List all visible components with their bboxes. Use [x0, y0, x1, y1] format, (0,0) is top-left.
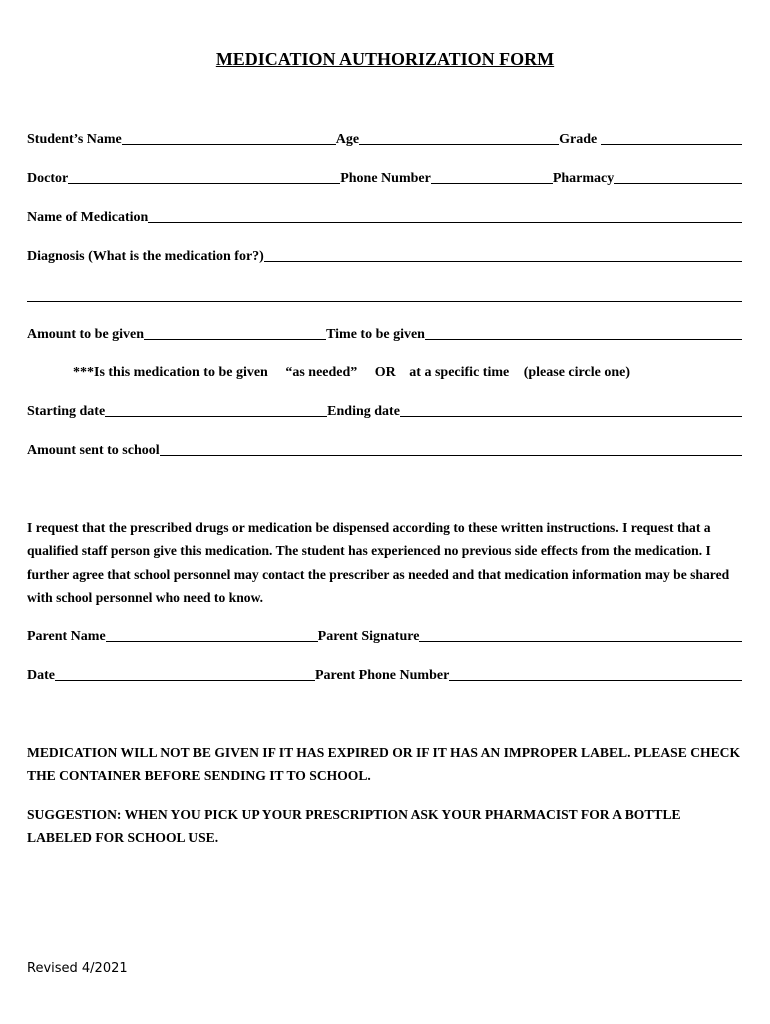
time-given-label: Time to be given	[326, 327, 425, 342]
parent-signature-label: Parent Signature	[317, 629, 420, 644]
time-given-field[interactable]	[425, 336, 742, 340]
revision-date: Revised 4/2021	[27, 961, 128, 976]
parent-name-label: Parent Name	[27, 629, 106, 644]
option-or: OR	[374, 365, 396, 380]
parent-phone-label: Parent Phone Number	[315, 668, 450, 683]
pharmacist-suggestion: SUGGESTION: WHEN YOU PICK UP YOUR PRESCRIPTION ASK YOUR PHARMACIST FOR A BOTTLE LABELED FOR SCHOOL USE.	[27, 807, 681, 846]
doctor-label: Doctor	[27, 171, 69, 186]
amount-sent-label: Amount sent to school	[27, 443, 160, 458]
diagnosis-label: Diagnosis (What is the medication for?)	[27, 249, 264, 264]
parent-name-field[interactable]	[106, 638, 318, 642]
ending-date-field[interactable]	[400, 413, 742, 417]
amount-given-field[interactable]	[144, 336, 326, 340]
option-as-needed[interactable]: “as needed”	[285, 365, 358, 380]
dosage-row	[27, 323, 742, 343]
administration-question	[73, 365, 630, 381]
student-name-label: Student’s Name	[27, 132, 122, 147]
doctor-info-row	[27, 167, 742, 187]
dates-row	[27, 400, 742, 420]
authorization-statement: I request that the prescribed drugs or medication be dispensed according to these written instructions. I request that a qualified staff person give this medication. The student has experienced no previous side effects from the medication. I further agree that school personnel may contact the prescriber as needed and that medication information may be shared with school personnel who need to know.	[27, 520, 730, 605]
date-label: Date	[27, 668, 55, 683]
student-info-row	[27, 128, 742, 148]
grade-field[interactable]	[601, 141, 742, 145]
phone-number-field[interactable]	[431, 180, 553, 184]
expiration-warning: MEDICATION WILL NOT BE GIVEN IF IT HAS EXPIRED OR IF IT HAS AN IMPROPER LABEL. PLEASE CHECK THE CONTAINER BEFORE SENDING IT TO SCHOOL.	[27, 745, 741, 784]
parent-contact-row	[27, 664, 742, 684]
grade-label: Grade	[559, 132, 598, 147]
phone-number-label: Phone Number	[340, 171, 431, 186]
medication-name-field[interactable]	[148, 219, 742, 223]
date-field[interactable]	[55, 677, 315, 681]
amount-given-label: Amount to be given	[27, 327, 145, 342]
student-name-field[interactable]	[122, 141, 336, 145]
starting-date-label: Starting date	[27, 404, 106, 419]
question-prompt: ***Is this medication to be given	[73, 365, 268, 380]
pharmacy-label: Pharmacy	[552, 171, 615, 186]
option-specific-time[interactable]: at a specific time	[409, 365, 510, 380]
parent-signature-row	[27, 625, 742, 645]
diagnosis-field[interactable]	[264, 258, 742, 262]
amount-sent-row	[27, 439, 742, 459]
ending-date-label: Ending date	[327, 404, 400, 419]
form-title: MEDICATION AUTHORIZATION FORM	[215, 49, 555, 69]
pharmacy-field[interactable]	[614, 180, 742, 184]
medication-name-row	[27, 206, 742, 226]
starting-date-field[interactable]	[105, 413, 327, 417]
circle-instruction: (please circle one)	[523, 365, 630, 380]
diagnosis-row	[27, 245, 742, 265]
age-field[interactable]	[359, 141, 559, 145]
parent-phone-field[interactable]	[449, 677, 742, 681]
parent-signature-field[interactable]	[419, 638, 742, 642]
doctor-field[interactable]	[68, 180, 340, 184]
medication-name-label: Name of Medication	[27, 210, 149, 225]
amount-sent-field[interactable]	[160, 452, 742, 456]
age-label: Age	[335, 132, 360, 147]
diagnosis-continuation-line[interactable]	[27, 301, 742, 302]
